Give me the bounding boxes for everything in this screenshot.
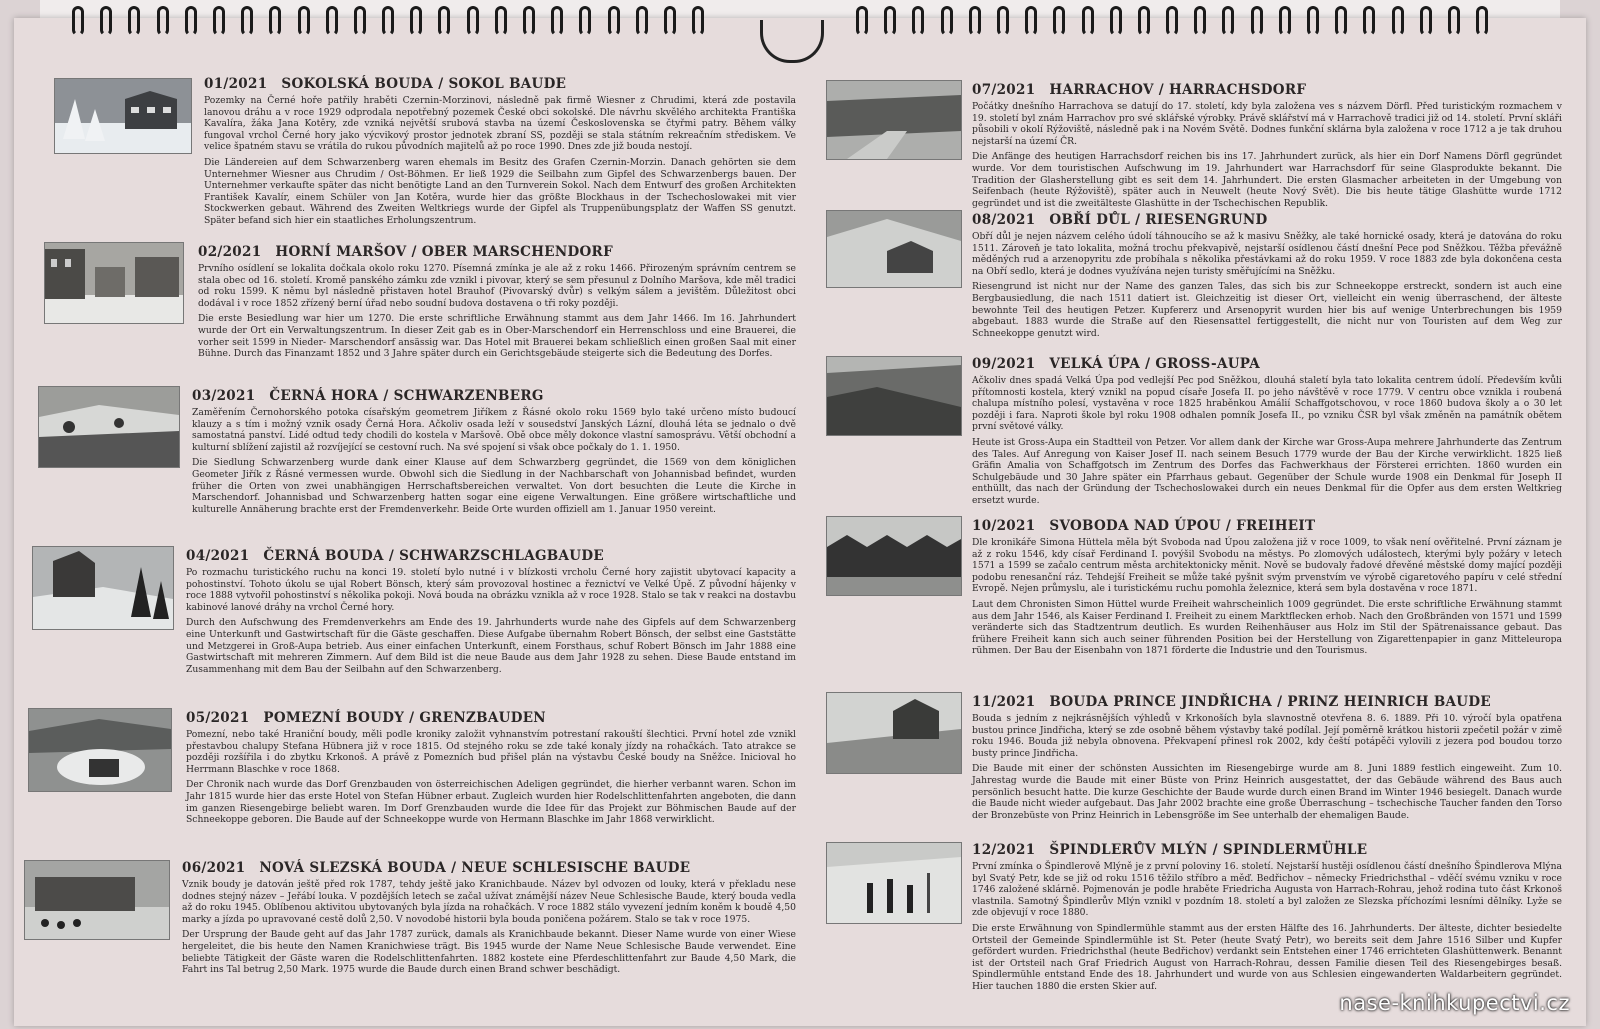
entry-date: 06/2021	[182, 860, 246, 876]
spiral-ring	[298, 6, 310, 36]
text-german: Riesengrund ist nicht nur der Name des ganzen Tales, das sich bis zur Schneekoppe erstreckt, sondern ist auch eine Bergbausiedlung, die nach 1511 datiert ist. Gleichzeitig ist dieser Ort, vielleicht ein wenig überraschend, der älteste bewohnte Teil des heutigen Petzer. Kupfererz und Arsenopyrit wurden hier bis auf wenige Unterbrechungen bis 1959 abgebaut. 1883 wurde die Straße auf den Riesensattel fertiggestellt, die nicht nur von Touristen auf dem Weg zur Schneekoppe genutzt wird.	[972, 281, 1562, 339]
spiral-ring	[1279, 6, 1291, 36]
spiral-ring	[100, 6, 112, 36]
spiral-ring	[579, 6, 591, 36]
spiral-ring	[912, 6, 924, 36]
text-czech: Zaměřením Černohorského potoka císařským geometrem Jiříkem z Řásné okolo roku 1569 bylo také určeno místo budoucí klauzy a s tím i možný vznik osady Černá Hora. Ačkoliv osada leží v sousedství Janských Lázní, dlouhá léta se jednalo o dvě samostatná panství. Lidé odtud tedy chodili do kostela v Maršově. Obě obce měly dokonce vlastní samosprávu. Větší obchodní a kulturní sblížení zajistil až rozvíjející se cestovní ruch. Na své spojení si však obce počkaly do 1. 1. 1950.	[192, 407, 796, 453]
entry-title	[192, 388, 796, 404]
spiral-ring	[551, 6, 563, 36]
spiral-ring	[941, 6, 953, 36]
text-czech: Pomezní, nebo také Hraniční boudy, měli podle kroniky založit vyhnanstvím potrestaní rakouští šlechtici. První hotel zde vznikl přestavbou chalupy Stefana Hübnera již v roce 1815. Od stejného roku se zde také konaly jízdy na rohačkách. Tato atrakce se později rozšířila i do zbytku Krkonoš. A právě z Pomezních bud přišel plán na výstavbu České boudy na Sněžce. Inicioval ho Herrmann Blaschke v roce 1868.	[186, 729, 796, 775]
entry-title	[182, 860, 796, 876]
watermark: nase-knihkupectvi.cz	[1339, 991, 1570, 1015]
text-german: Heute ist Gross-Aupa ein Stadtteil von Petzer. Vor allem dank der Kirche war Gross-Aupa mehrere Jahrhunderte das Zentrum des Tales. Auf Anregung von Kaiser Josef II. nach seinem Besuch 1779 wurde der Bau der Kirche verwirklicht. 1825 ließ Gräfin Amalia von Schaffgotsch im Zentrum des Dorfes das Fachwerkhaus der Försterei errichten. 1860 wurden ein Schulgebäude und 30 Jahre später ein Pfarrhaus gebaut. Gegenüber der Schule wurde 1908 ein Denkmal für Joseph II enthüllt, das nach der Gründung der Tschechoslowakei durch ein neues Denkmal für die Opfer aus dem ersten Weltkrieg ersetzt wurde.	[972, 436, 1562, 506]
spiral-ring	[523, 6, 535, 36]
spiral-ring	[72, 6, 84, 36]
spiral-ring	[1448, 6, 1460, 36]
photo-spindleruv-mlyn	[826, 842, 962, 924]
spiral-ring	[1420, 6, 1432, 36]
spiral-ring	[969, 6, 981, 36]
spiral-ring	[467, 6, 479, 36]
spiral-ring	[884, 6, 896, 36]
text-czech: Ačkoliv dnes spadá Velká Úpa pod vedlejší Pec pod Sněžkou, dlouhá staletí byla tato lokalita centrem údolí. Především kvůli přítomnosti kostela, který vznikl na popud císaře Josefa II. po jeho návštěvě v roce 1779. V centru obce vznikla i roubená chalupa místního polesí, vystavěna v roce 1825 hraběnkou Amálií Schaffgotschovou, v roce 1860 budova školy a o 30 let později i fara. Naproti škole byl roku 1908 odhalen pomník Josefa II., po vzniku ČSR byl však změněn na památník obětem první světové války.	[972, 375, 1562, 433]
spiral-ring	[1335, 6, 1347, 36]
text-czech: Prvního osídlení se lokalita dočkala okolo roku 1270. Písemná zmínka je ale až z roku 1466. Přirozeným správním centrem se stala obec od 16. století. Kromě panského zámku zde vznikl i pivovar, který se sem přesunul z Dolního Maršova, kde měl tradici od roku 1599. K němu byl následně přistaven hotel Brauhof (Pivovarský dvůr) s velkým sálem a jevištěm. Důležitost obci dodával i v roce 1852 zřízený berní úřad nebo soudní budova dostavena o tři roky později.	[198, 263, 796, 309]
entry-title	[972, 694, 1562, 710]
text-czech: Bouda s jedním z nejkrásnějších výhledů v Krkonoších byla slavnostně otevřena 8. 6. 1889. Při 10. výročí byla opatřena bustou prince Jindřicha, který se zde osobně během výstavby také podílal. Její poměrně krátkou historii zpečetil požár v zimě roku 1946. Bouda již nebyla obnovena. Překvapení přinesl rok 2002, kdy čeští potápěči vylovili z jezera pod boudou torzo busty prince Jindřicha.	[972, 713, 1562, 759]
spiral-ring	[1307, 6, 1319, 36]
entry-title	[972, 356, 1562, 372]
spiral-ring	[692, 6, 704, 36]
entry-heading: BOUDA PRINCE JINDŘICHA / PRINZ HEINRICH BAUDE	[1049, 694, 1491, 710]
entry-heading: POMEZNÍ BOUDY / GRENZBAUDEN	[263, 710, 546, 726]
entry-heading: VELKÁ ÚPA / GROSS-AUPA	[1049, 356, 1261, 372]
entry-date: 02/2021	[198, 244, 262, 260]
spiral-ring	[1476, 6, 1488, 36]
entry-text	[972, 212, 1562, 343]
spiral-ring	[1053, 6, 1065, 36]
text-german: Durch den Aufschwung des Fremdenverkehrs am Ende des 19. Jahrhunderts wurde nahe des Gipfels auf dem Schwarzenberg eine Unterkunft und Gastwirtschaft für die Gäste geschaffen. Diese Aufgabe übernahm Robert Bönsch, der selbst eine Gaststätte und Metzgerei in Groß-Aupa betrieb. Aus einer einfachen Unterkunft, einem Forsthaus, schuf Robert Bönsch im Jahr 1888 eine Gastwirtschaft mit mehreren Zimmern. Auf dem Bild ist die neue Baude aus dem Jahr 1928 zu sehen. Diese Baude entstand im Zusammenhang mit dem Bau der Seilbahn auf den Schwarzenberg.	[186, 617, 796, 675]
entry-heading: SOKOLSKÁ BOUDA / SOKOL BAUDE	[281, 76, 567, 92]
spiral-ring	[213, 6, 225, 36]
text-german: Die Baude mit einer der schönsten Aussichten im Riesengebirge wurde am 8. Juni 1889 festlich eingeweiht. Zum 10. Jahrestag wurde die Baude mit einer Büste von Prinz Heinrich ausgestattet, der das Gebäude während des Baus auch persönlich besucht hatte. Die kurze Geschichte der Baude wurde durch einen Brand im Winter 1946 besiegelt. Danach wurde die Baude nicht wieder aufgebaut. Das Jahr 2002 brachte eine große Überraschung – tschechische Taucher fanden den Torso der Bronzebüste von Prinz Heinrich in Lebensgröße im See unterhalb der ehemaligen Baude.	[972, 763, 1562, 821]
text-german: Die erste Besiedlung war hier um 1270. Die erste schriftliche Erwähnung stammt aus dem Jahr 1466. Im 16. Jahrhundert wurde der Ort ein Verwaltungszentrum. In dieser Zeit gab es in Ober-Marschendorf ein Herrenschloss und eine Brauerei, die vorher seit 1599 in Nieder- Marschendorf ansässig war. Das Hotel mit Brauerei bekam schließlich einen großen Saal mit einer Bühne. Durch das Finanzamt 1852 und 3 Jahre später durch ein Gerichtsgebäude steigerte sich die Bedeutung des Dorfes.	[198, 313, 796, 360]
spiral-ring	[128, 6, 140, 36]
text-german: Die Ländereien auf dem Schwarzenberg waren ehemals im Besitz des Grafen Czernin-Morzin. Danach gehörten sie dem Unternehmer Wiesner aus Chrudim / Ost-Böhmen. Er ließ 1929 die Seilbahn zum Gipfel des Schwarzenbergs bauen. Der Unternehmer verkaufte später das nicht benötigte Land an den Turnverein Sokol. Nach dem Entwurf des großen Architekten František Kavalír, einem Schüler von Jan Kotěra, wurde hier das größte Blockhaus in der Tschechoslowakei mit vier Stockwerken gebaut. Während des Zweiten Weltkriegs wurde der Gipfel als Truppenübungsplatz der Waffen SS genutzt. Später befand sich hier ein staatliches Erholungszentrum.	[204, 156, 796, 226]
photo-cerna-hora	[38, 386, 180, 468]
entry-heading: HARRACHOV / HARRACHSDORF	[1049, 82, 1307, 98]
entry-heading: ČERNÁ BOUDA / SCHWARZSCHLAGBAUDE	[263, 548, 604, 564]
photo-velka-upa	[826, 356, 962, 436]
entry-text	[972, 356, 1562, 511]
entry-heading: OBŘÍ DŮL / RIESENGRUND	[1049, 212, 1268, 228]
spiral-ring	[856, 6, 868, 36]
spiral-ring	[1363, 6, 1375, 36]
entry-text	[182, 860, 796, 980]
spiral-ring	[241, 6, 253, 36]
photo-cerna-bouda	[32, 546, 174, 630]
entry-heading: HORNÍ MARŠOV / OBER MARSCHENDORF	[275, 244, 613, 260]
entry-text	[972, 518, 1562, 661]
photo-nova-slezska-bouda	[24, 860, 170, 940]
spiral-ring	[1194, 6, 1206, 36]
entry-title	[972, 212, 1562, 228]
entry-heading: NOVÁ SLEZSKÁ BOUDA / NEUE SCHLESISCHE BAUDE	[259, 860, 691, 876]
entry-title	[972, 82, 1562, 98]
entry-title	[204, 76, 796, 92]
entry-date: 08/2021	[972, 212, 1036, 228]
text-czech: První zmínka o Špindlerově Mlýně je z první poloviny 16. století. Nejstarší hustěji osídlenou částí dnešního Špindlerova Mlýna byl Svatý Petr, kde se již od roku 1516 těžilo stříbro a měď. Bedřichov – německy Friedrichsthal – vděčí svému vzniku v roce 1746 založené sklárně. Pojmenován je podle hraběte Friedricha Augusta von Harrach-Rohrau, jehož rodina tuto část Krkonoš vlastnila. Samotný Špindlerův Mlýn vznikl v pozdním 18. století a byl založen ze Slezska příchozími lesními dělníky. Lyže se zde objevují v roce 1880.	[972, 861, 1562, 919]
spiral-ring	[495, 6, 507, 36]
spiral-ring	[157, 6, 169, 36]
photo-harrachov	[826, 80, 962, 160]
entry-date: 05/2021	[186, 710, 250, 726]
entry-title	[198, 244, 796, 260]
photo-bouda-prince-jindricha	[826, 692, 962, 774]
spiral-ring	[1025, 6, 1037, 36]
calendar-page	[14, 18, 1586, 1026]
photo-svoboda-nad-upou	[826, 516, 962, 596]
entry-date: 12/2021	[972, 842, 1036, 858]
entry-title	[186, 710, 796, 726]
spiral-ring	[382, 6, 394, 36]
text-german: Der Ursprung der Baude geht auf das Jahr 1787 zurück, damals als Kranichbaude bekannt. Dieser Name wurde von einer Wiese hergeleitet, die bis heute den Namen Kranichwiese trägt. Bis 1945 wurde der Name Neue Schlesische Baude verwendet. Eine beliebte Tätigkeit der Gäste waren die Rodelschlittenfahrten. 1882 kostete eine Pferdeschlittenfahrt zur Baude 4,50 Mark, die Fahrt ins Tal betrug 2,50 Mark. 1975 wurde die Baude durch einen Brand schwer beschädigt.	[182, 929, 796, 976]
entry-text	[204, 76, 796, 231]
entry-date: 07/2021	[972, 82, 1036, 98]
entry-text	[186, 710, 796, 830]
spiral-ring	[1251, 6, 1263, 36]
spiral-ring	[636, 6, 648, 36]
spiral-ring	[438, 6, 450, 36]
entry-text	[192, 388, 796, 519]
photo-sokolska-bouda	[54, 78, 192, 154]
entry-heading: SVOBODA NAD ÚPOU / FREIHEIT	[1049, 518, 1316, 534]
text-czech: Dle kronikáře Simona Hüttela měla být Svoboda nad Úpou založena již v roce 1009, to však není ověřitelné. První záznam je až z roku 1546, kdy císař Ferdinand I. povýšil Svobodu na městys. Po zlomových událostech, kterými byly požáry v letech 1571 a 1599 se začalo centrum města architektonicky měnit. Nově se budovaly řadové dřevěné městské domy mající později podobu renesanční ráz. Tehdejší Freiheit se může také pyšnit svým prvenstvím ve výrobě cigaretového papíru v celé střední Evropě. Nejen průmyslu, ale i turistickému ruchu pomohla železnice, která sem byla dostavěna v roce 1871.	[972, 537, 1562, 595]
entry-date: 10/2021	[972, 518, 1036, 534]
spiral-ring	[1082, 6, 1094, 36]
spiral-ring	[410, 6, 422, 36]
text-german: Der Chronik nach wurde das Dorf Grenzbauden von österreichischen Adeligen gegründet, die hierher verbannt waren. Schon im Jahr 1815 wurde hier das erste Hotel von Stefan Hübner erbaut. Zugleich wurden hier Rodelschlittenfahrten angeboten, die dann im ganzen Riesengebirge beliebt waren. Im Dorf Grenzbauden wurde die Idee für das Projekt zur Böhmischen Baude auf der Schneekoppe geboren. Die Baude auf der Schneekoppe wurde von Hermann Blaschke im Jahr 1868 verwirklicht.	[186, 779, 796, 826]
spiral-ring	[326, 6, 338, 36]
entry-date: 11/2021	[972, 694, 1036, 710]
entry-date: 09/2021	[972, 356, 1036, 372]
spiral-ring	[1166, 6, 1178, 36]
entry-date: 03/2021	[192, 388, 256, 404]
entry-date: 01/2021	[204, 76, 268, 92]
spiral-ring	[1138, 6, 1150, 36]
entry-text	[972, 82, 1562, 213]
spiral-ring	[997, 6, 1009, 36]
spiral-binding-left	[72, 6, 704, 42]
entry-text	[198, 244, 796, 364]
spiral-ring	[269, 6, 281, 36]
spiral-binding-right	[856, 6, 1488, 42]
entry-heading: ŠPINDLERŮV MLÝN / SPINDLERMÜHLE	[1049, 842, 1368, 858]
text-czech: Obří důl je nejen názvem celého údolí táhnoucího se až k masivu Sněžky, ale také hornické osady, která je datována do roku 1511. Zároveň je tato lokalita, možná trochu překvapivě, nejstarší osídlenou částí dnešní Pece pod Sněžkou. Těžba převážně měděných rud a arzenopyritu zde probíhala s několika přestávkami až do roku 1959. V roce 1883 zde byla dokončena cesta na Obří sedlo, která je dodnes využívána nejen turisty směřujícími na Sněžku.	[972, 231, 1562, 277]
photo-pomezni-boudy	[28, 708, 172, 792]
entry-title	[972, 518, 1562, 534]
text-czech: Pozemky na Černé hoře patřily hraběti Czernin-Morzinovi, následně pak firmě Wiesner z Chrudimi, která zde postavila lanovou dráhu a v roce 1929 odprodala nepotřebný pozemek České obci sokolské. Dle návrhu skvělého architekta Františka Kavalíra, žáka Jana Kotěry, zde vzniká největší srubová stavba na území Československa se čtyřmi patry. Během války fungoval vrchol Černé hory jako výcvikový prostor jednotek zbraní SS, později se stala státním rekreačním střediskem. Ve velice špatném stavu se vrátila do rukou původních majitelů až po roce 1990. Dnes zde již bouda nestojí.	[204, 95, 796, 153]
text-czech: Počátky dnešního Harrachova se datují do 17. století, kdy byla založena ves s názvem Dörfl. Před turistickým rozmachem v 19. století byl znám Harrachov pro své sklářské výrobky. Právě sklářství má v Harrachově tradici již od 14. století. První skláři působili v okolí Rýžoviště, následně pak i na Novém Světě. Dodnes funkční sklárna byla založena v roce 1712 a je tak druhou nejstarší na území ČR.	[972, 101, 1562, 147]
entry-title	[186, 548, 796, 564]
entry-title	[972, 842, 1562, 858]
spiral-ring	[608, 6, 620, 36]
spiral-ring	[185, 6, 197, 36]
text-german: Die erste Erwähnung von Spindlermühle stammt aus der ersten Hälfte des 16. Jahrhunderts. Der älteste, dichter besiedelte Ortsteil der Gemeinde Spindlermühle ist St. Peter (heute Svatý Petr), wo bereits seit dem Jahre 1516 Silber und Kupfer gefördert wurden. Friedrichsthal (heute Bedřichov) verdankt sein Entstehen einer 1746 errichteten Glashüttenwerk. Benannt ist der Ortsteil nach Graf Friedrich August von Harrach-Rohrau, dessen Familie diesen Teil des Riesengebirges besaß. Spindlermühle entstand Ende des 18. Jahrhundert und wurde von aus Schlesien eingewanderten Waldarbeitern gegründet. Hier tauchen 1880 die ersten Skier auf.	[972, 922, 1562, 992]
photo-obri-dul	[826, 210, 962, 288]
entry-text	[972, 694, 1562, 825]
spiral-ring	[1222, 6, 1234, 36]
spiral-ring	[1392, 6, 1404, 36]
entry-text	[186, 548, 796, 679]
text-german: Die Siedlung Schwarzenberg wurde dank einer Klause auf dem Schwarzberg gegründet, die 1569 von dem königlichen Geometer Jiřík z Řásné vermessen wurde. Obwohl sich die Siedlung in der Nachbarschaft von Johannisbad befindet, wurden früher die Orten von zwei unabhängigen Herrschaftsbereichen verwaltet. Von dort besuchten die Leute die Kirche in Marschendorf. Johannisbad und Schwarzenberg hatten sogar eine eigene Verwaltungen. Eine größere wirtschaftliche und kulturelle Annäherung brachte erst der Fremdenverkehr. Beide Orte wurden offiziell am 1. Januar 1950 vereint.	[192, 457, 796, 515]
photo-horni-marsov	[44, 242, 184, 324]
spiral-ring	[664, 6, 676, 36]
entry-text	[972, 842, 1562, 997]
spiral-ring	[1110, 6, 1122, 36]
text-czech: Po rozmachu turistického ruchu na konci 19. století bylo nutné i v blízkosti vrcholu Černé hory zajistit ubytovací kapacity a pohostinství. Tohoto úkolu se ujal Robert Bönsch, který sám provozoval hostinec a řeznictví ve Velké Úpě. Z původní hájenky v roce 1888 vytvořil pohostinství s několika pokoji. Nová bouda na obrázku vznikla až v roce 1928. Stalo se tak v reakci na dostavbu kabinové lanové dráhy na vrchol Černé hory.	[186, 567, 796, 613]
text-german: Laut dem Chronisten Simon Hüttel wurde Freiheit wahrscheinlich 1009 gegründet. Die erste schriftliche Erwähnung stammt aus dem Jahr 1546, als Kaiser Ferdinand I. Freiheit zu einem Marktflecken erhob. Nach den Großbränden von 1571 und 1599 veränderte sich das Stadtzentrum deutlich. Es wurden Reihenhäuser aus Holz im Stil der Spätrenaissance gebaut. Das frühere Freiheit kann sich auch seiner führenden Position bei der Herstellung von Zigarettenpapier in ganz Mitteleuropa rühmen. Der Bau der Eisenbahn von 1871 förderte die Industrie und den Tourismus.	[972, 598, 1562, 657]
text-german: Die Anfänge des heutigen Harrachsdorf reichen bis ins 17. Jahrhundert zurück, als hier ein Dorf Namens Dörfl gegründet wurde. Vor dem touristischen Aufschwung im 19. Jahrhundert war Harrachsdorf für seine Glasprodukte bekannt. Die Tradition der Glasherstellung gibt es seit dem 14. Jahrhundert. Die ersten Glasmacher arbeiteten in der Umgebung von Seifenbach (heute Rýžoviště), später auch in Neuwelt (heute Nový Svět). Die bis heute tätige Glashütte wurde 1712 gegründet und ist die zweitälteste Glashütte in der Tschechischen Republik.	[972, 151, 1562, 209]
entry-heading: ČERNÁ HORA / SCHWARZENBERG	[269, 388, 544, 404]
entry-date: 04/2021	[186, 548, 250, 564]
text-czech: Vznik boudy je datován ještě před rok 1787, tehdy ještě jako Kranichbaude. Název byl odvozen od louky, která v překladu nese dodnes stejný název – Jeřábí louka. V pozdějších letech se začal užívat známější název Neue Schlesische Baude, který bouda vedla až do roku 1945. Oblíbenou aktivitou ubytovaných byla jízda na rohačkách. V roce 1882 stálo vyvezení jedním koněm k boudě 4,50 marky a jízda po upravované cestě dolů 2,50. V novodobé historii byla bouda poničena požárem. Stalo se tak v roce 1975.	[182, 879, 796, 925]
spiral-ring	[354, 6, 366, 36]
